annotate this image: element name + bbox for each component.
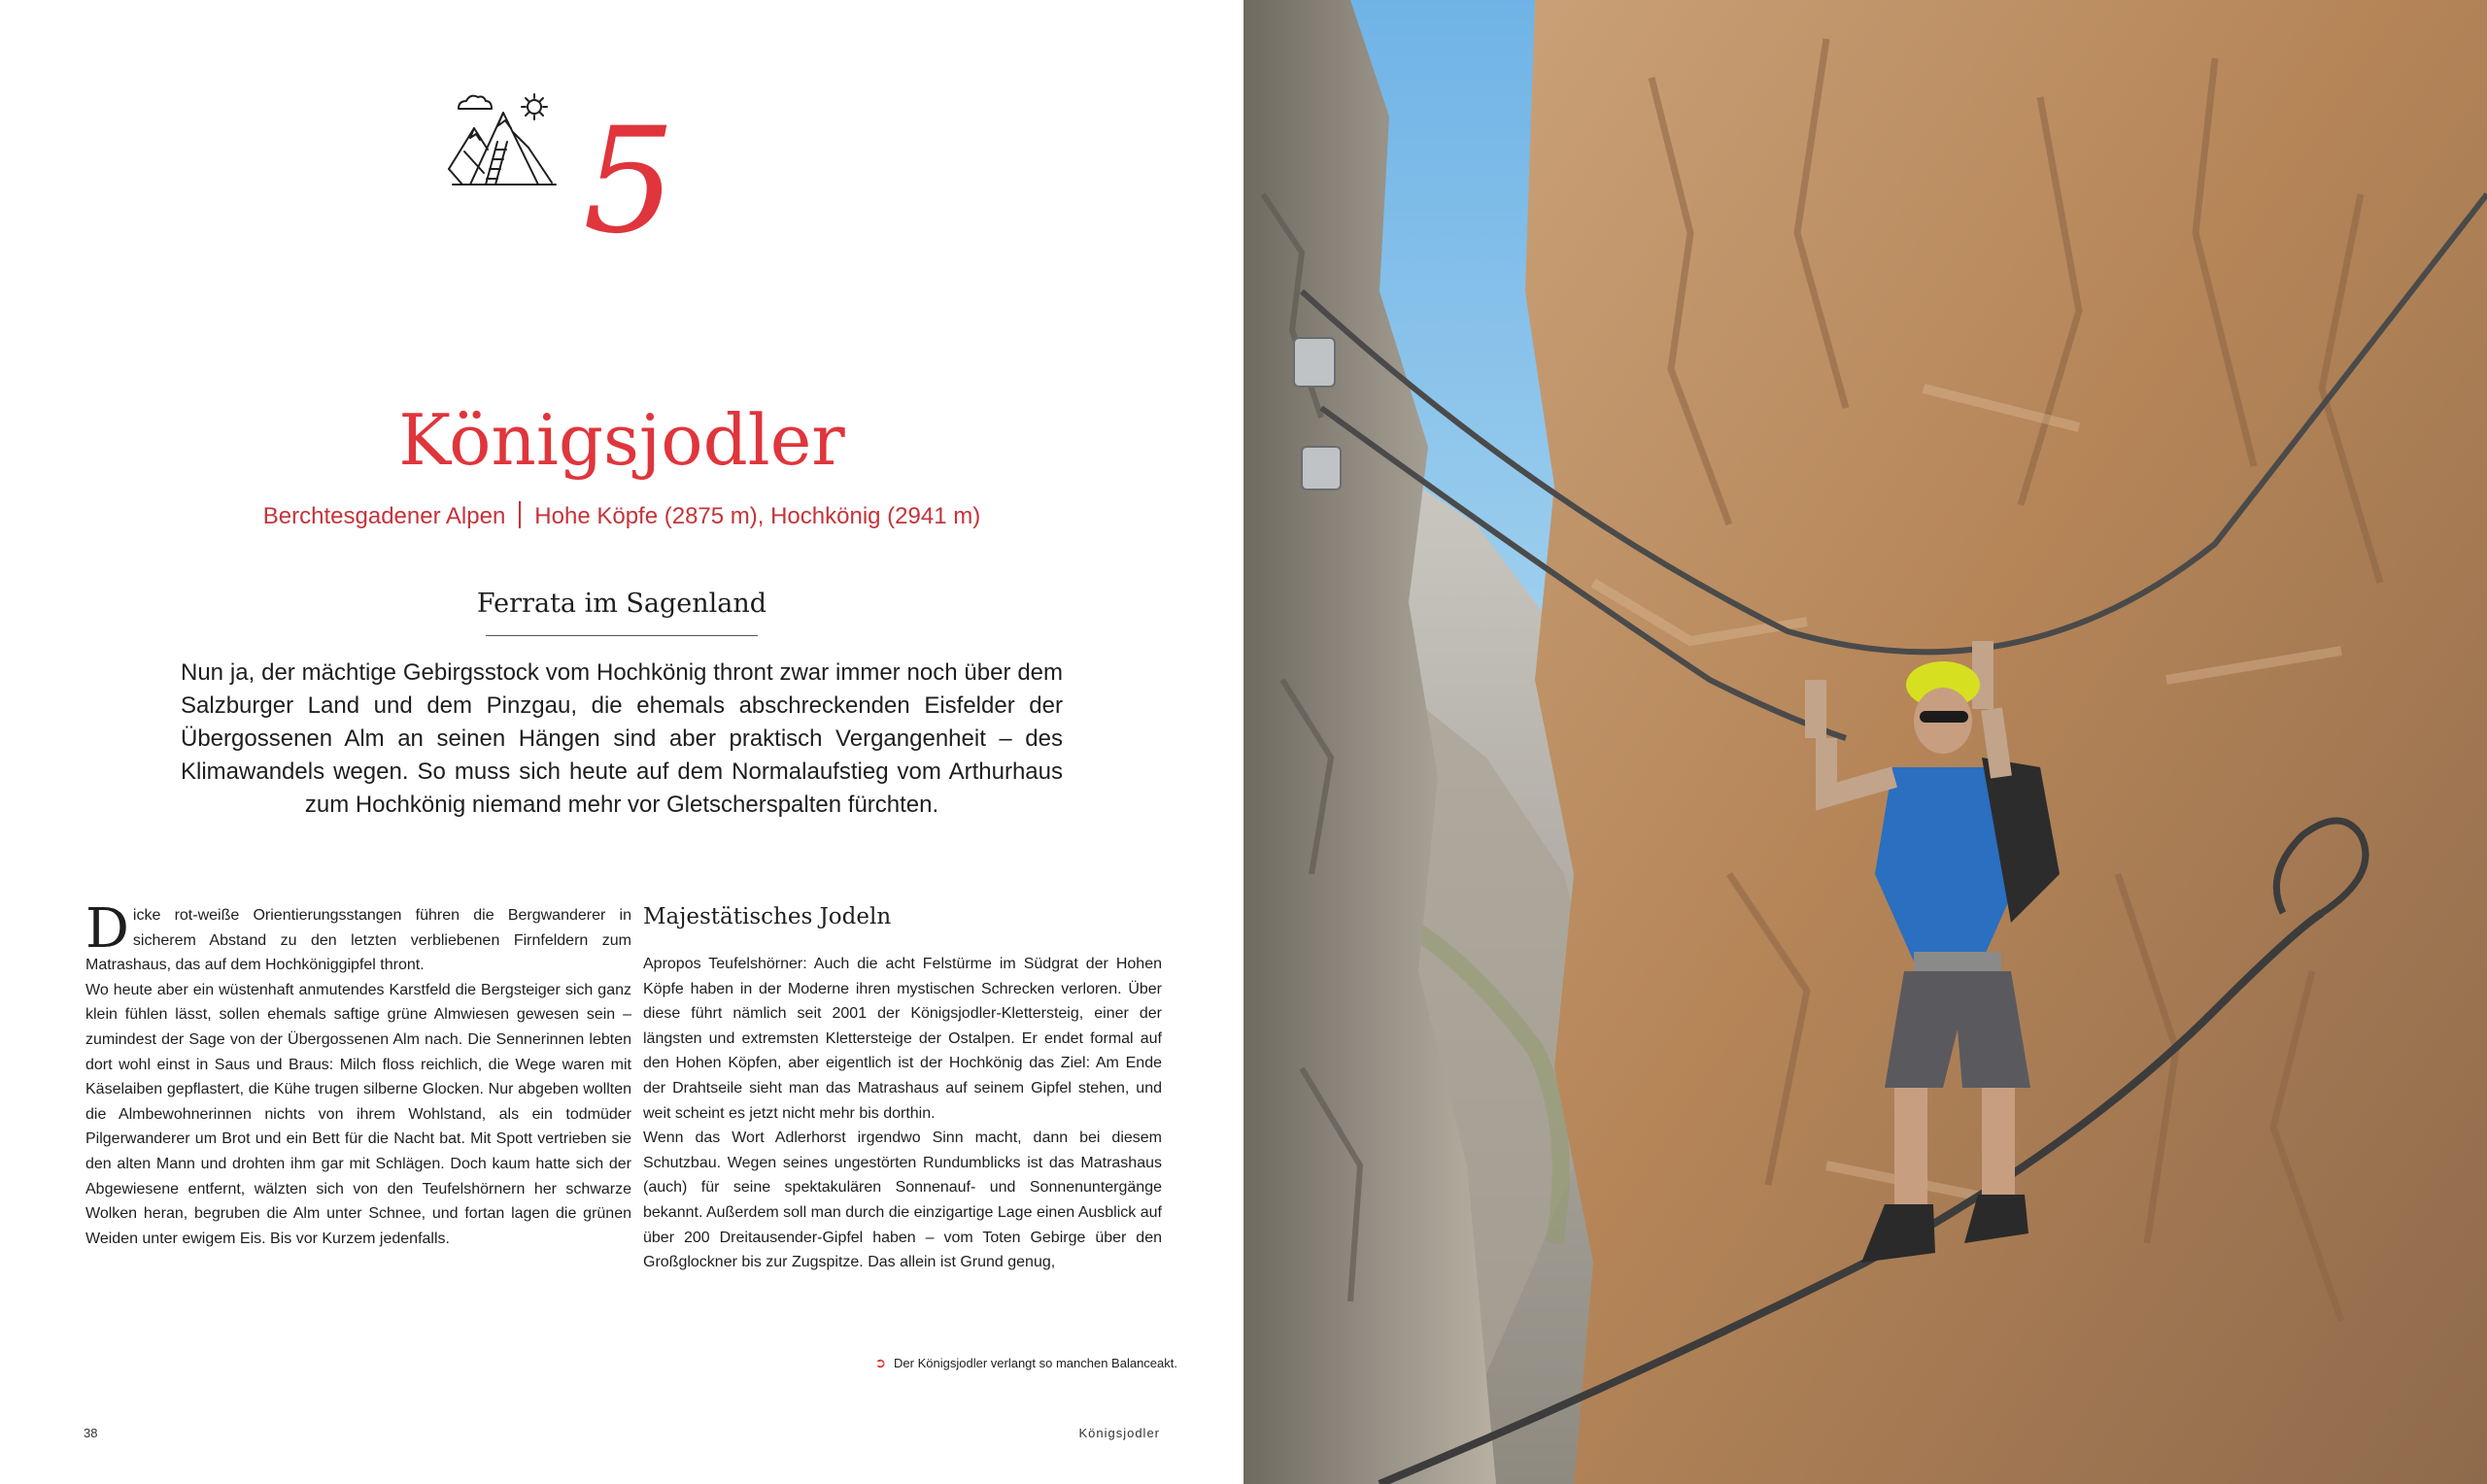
intro-divider (486, 635, 758, 636)
right-paragraph-1: Apropos Teufelshörner: Auch die acht Felstürme im Südgrat der Hohen Köpfe haben in der Moderne ihren mystischen Schrecken verloren. Über diese führt nämlich seit 2001 der Königsjodler-Klettersteig, einer der längsten und extremsten Klettersteige der Ostalpen. Er endet formal auf den Hohen Köpfen, aber eigentlich ist der Hochkönig das Ziel: Am Ende der Drahtseile sieht man das Matrashaus auf seinem Gipfel stehen, und weit scheint es jetzt nicht mehr bis dorthin. (643, 956, 1162, 1122)
left-paragraph-2: Wo heute aber ein wüstenhaft anmutendes Karstfeld die Bergsteiger sich ganz klein fühlen lässt, sollen ehemals saftige grüne Almwiesen gewesen sein – zumindest der Sage von der Übergossenen Alm nach. Die Sennerinnen lebten dort wohl einst in Saus und Braus: Milch floss reichlich, die Wege waren mit Käselaiben gepflastert, die Kühe trugen silberne Glocken. Nur abgeben wollten die Almbewohnerinnen nichts von ihrem Wohlstand, als ein todmüder Pilgerwanderer um Brot und ein Bett für die Nacht bat. Mit Spott vertrieben sie den alten Mann und drohten ihm gar mit Schlägen. Doch kaum hatte sich der Abgewiesene entfernt, wälzten sich von den Teufelshörnern her schwarze Wolken heran, begruben die Alm unter Schnee, und fortan lagen die grünen Weiden unter ewigem Eis. Bis vor Kurzem jedenfalls. (85, 981, 631, 1247)
right-text-column (643, 903, 1162, 1275)
arrow-right-icon: ➲ (874, 1355, 887, 1370)
lead-paragraph: Nun ja, der mächtige Gebirgsstock vom Hochkönig thront zwar immer noch über dem Salzburger Land und dem Pinzgau, die ehemals abschreckenden Eisfelder der Übergossenen Alm an seinen Hängen sind aber praktisch Vergangenheit – des Klimawandels wegen. So muss sich heute auf dem Normalaufstieg vom Arthurhaus zum Hochkönig niemand mehr vor Gletscherspalten fürchten. (181, 659, 1063, 818)
photo-caption (874, 1353, 1177, 1373)
caption-text: Der Königsjodler verlangt so manchen Balanceakt. (894, 1356, 1177, 1370)
photo-page (1244, 0, 2487, 1484)
running-head: Königsjodler (1078, 1426, 1160, 1440)
subtitle-region: Berchtesgadener Alpen (262, 503, 506, 529)
right-paragraph-2: Wenn das Wort Adlerhorst irgendwo Sinn macht, dann bei diesem Schutzbau. Wegen seines ungestörten Rundumblicks ist das Matrashaus (auch) für seine spektakulären Sonnenauf- und Sonnenuntergänge bekannt. Außerdem soll man durch die einzigartige Lage einen Ausblick auf über 200 Dreitausender-Gipfel haben – vom Toten Gebirge über den Großglockner bis zur Zugspitze. Das allein ist Grund genug, (643, 1130, 1162, 1271)
mountains-ladder-sun-icon (445, 91, 571, 194)
chapter-number: 5 (583, 97, 676, 266)
left-text-column (85, 897, 631, 1251)
climber-photo (1244, 0, 2487, 1484)
page-title: Königsjodler (398, 399, 845, 481)
subtitle-peaks: Hohe Köpfe (2875 m), Hochkönig (2941 m) (534, 503, 981, 529)
subtitle (0, 497, 1244, 536)
drop-cap: D (85, 897, 129, 961)
left-paragraph-1 (85, 897, 631, 978)
page-number: 38 (84, 1426, 98, 1440)
intro-heading: Ferrata im Sagenland (476, 589, 767, 619)
left-paragraph-1-text: icke rot-weiße Orientierungsstangen führen die Bergwanderer in sicherem Abstand zu den letzten verbliebenen Firnfeldern zum Matrashaus, das auf dem Hochköniggipfel thront. (85, 907, 631, 974)
subtitle-separator (519, 501, 521, 528)
section-heading: Majestätisches Jodeln (643, 904, 892, 929)
